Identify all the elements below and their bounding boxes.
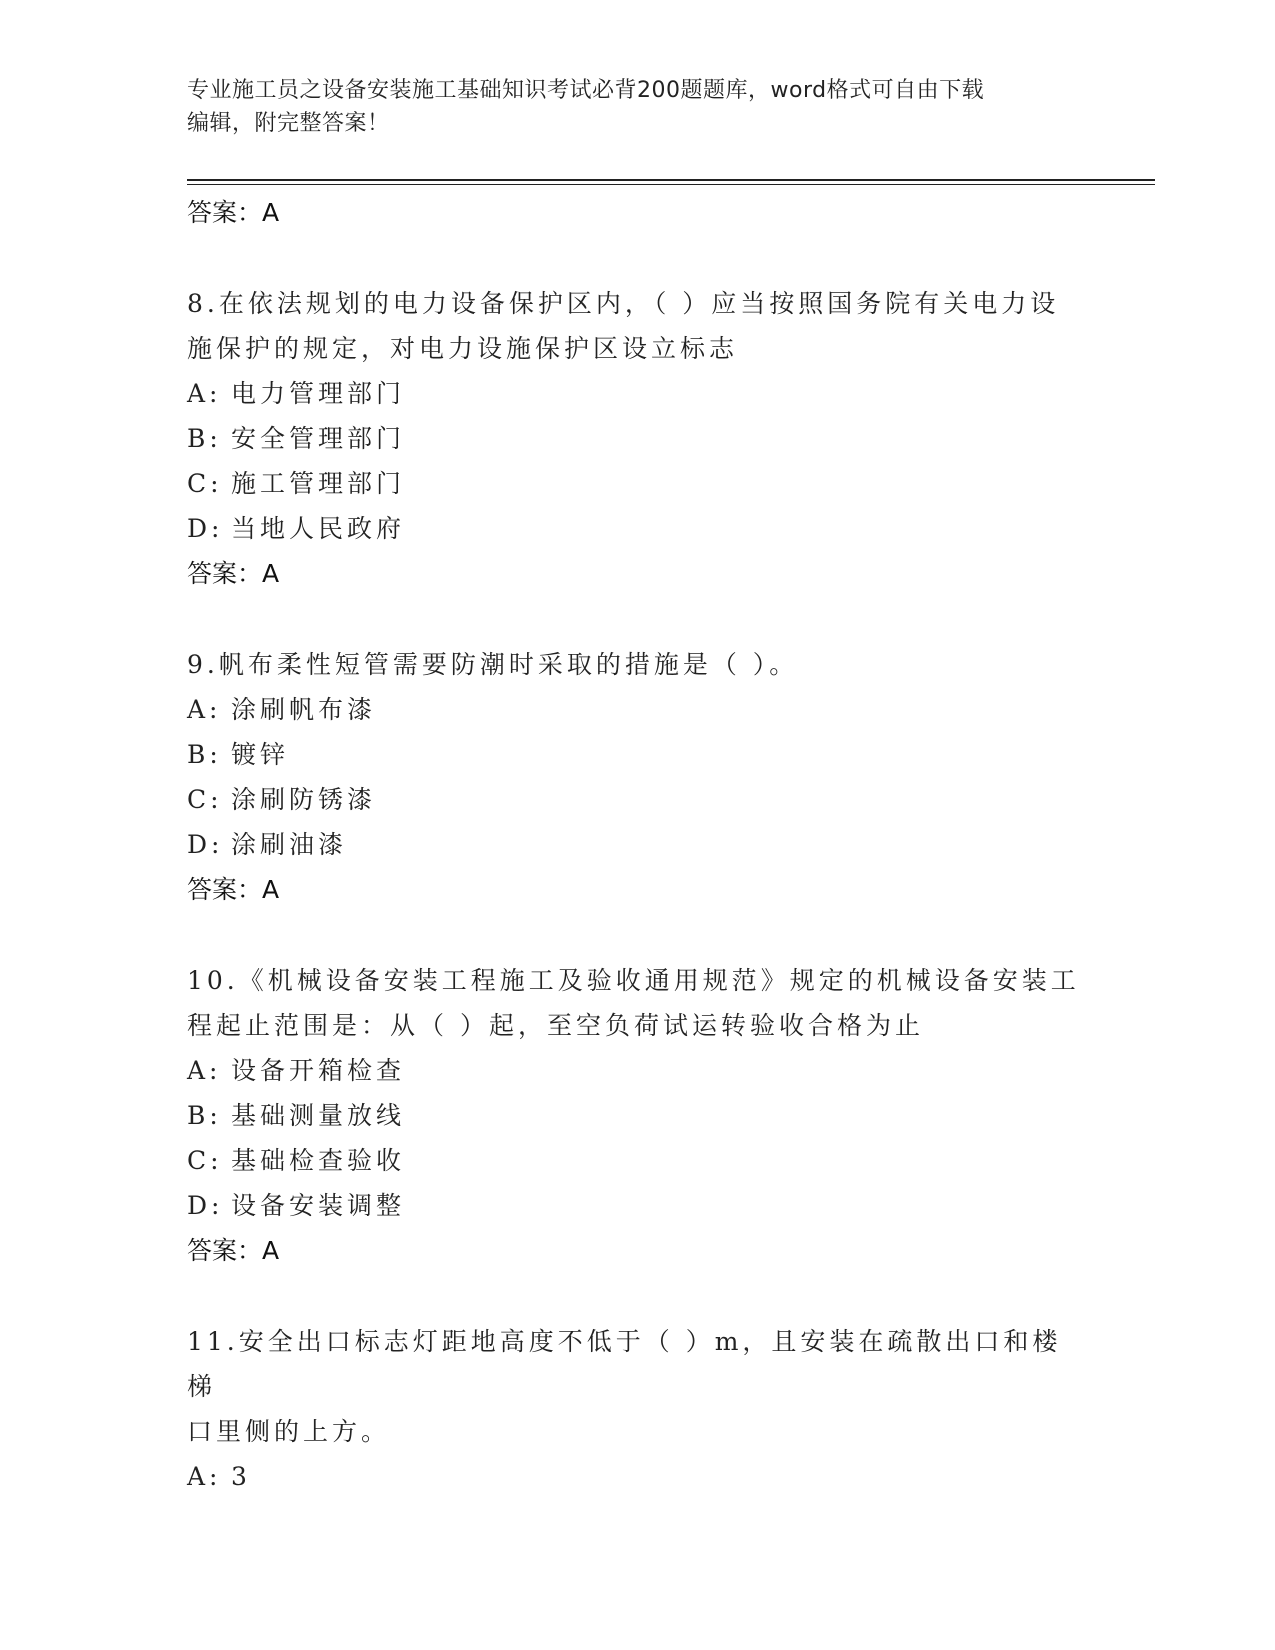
- question-block: [187, 281, 1087, 597]
- option-label: B:: [187, 740, 222, 769]
- option-label: D:: [187, 1191, 224, 1220]
- option-text: 安全管理部门: [231, 424, 406, 453]
- question-block: [187, 642, 1087, 913]
- header-divider-thin: [187, 184, 1155, 185]
- header-divider-thick: [187, 179, 1155, 181]
- option-label: B:: [187, 1101, 222, 1130]
- option-label: B:: [187, 424, 222, 453]
- spacer: [187, 236, 1087, 281]
- option-label: A:: [187, 1056, 222, 1085]
- spacer: [187, 597, 1087, 642]
- option-c: [187, 1138, 1087, 1183]
- header-title-line-1: 专业施工员之设备安装施工基础知识考试必背200题题库，word格式可自由下载: [187, 78, 985, 103]
- option-text: 当地人民政府: [231, 514, 406, 543]
- option-text: 设备安装调整: [231, 1191, 406, 1220]
- option-c: [187, 777, 1087, 822]
- question-stem-line: 程起止范围是：从（ ）起，至空负荷试运转验收合格为止: [187, 1011, 924, 1040]
- option-label: A:: [187, 695, 222, 724]
- option-a: [187, 687, 1087, 732]
- question-stem: [187, 281, 1087, 371]
- option-label: A:: [187, 379, 222, 408]
- option-c: [187, 461, 1087, 506]
- option-text: 电力管理部门: [231, 379, 406, 408]
- spacer: [187, 1274, 1087, 1319]
- spacer: [187, 913, 1087, 958]
- option-b: [187, 732, 1087, 777]
- document-header: [187, 74, 1087, 140]
- question-stem-line: 施保护的规定，对电力设施保护区设立标志: [187, 334, 739, 363]
- question-list: [187, 190, 1087, 1499]
- option-d: [187, 822, 1087, 867]
- option-label: C:: [187, 785, 223, 814]
- option-label: D:: [187, 514, 224, 543]
- option-label: D:: [187, 830, 224, 859]
- option-b: [187, 1093, 1087, 1138]
- option-a: [187, 371, 1087, 416]
- option-text: 基础检查验收: [231, 1146, 406, 1175]
- answer-line: 答案：A: [187, 875, 280, 904]
- question-stem-line: 11.安全出口标志灯距地高度不低于（ ）m，且安装在疏散出口和楼梯: [187, 1327, 1062, 1401]
- option-a: [187, 1454, 1087, 1499]
- question-stem: [187, 958, 1087, 1048]
- option-label: C:: [187, 1146, 223, 1175]
- answer-line: 答案：A: [187, 559, 280, 588]
- question-block: [187, 958, 1087, 1274]
- option-text: 涂刷油漆: [231, 830, 348, 859]
- question-block: [187, 1319, 1087, 1499]
- option-label: C:: [187, 469, 223, 498]
- question-stem: [187, 1319, 1087, 1454]
- question-stem-line: 口里侧的上方。: [187, 1417, 391, 1446]
- option-b: [187, 416, 1087, 461]
- option-text: 基础测量放线: [231, 1101, 406, 1130]
- header-title-line-2: 编辑，附完整答案！: [187, 111, 390, 136]
- option-text: 3: [231, 1462, 251, 1491]
- option-text: 涂刷防锈漆: [231, 785, 377, 814]
- option-label: A:: [187, 1462, 222, 1491]
- option-text: 涂刷帆布漆: [231, 695, 377, 724]
- question-stem-line: 10.《机械设备安装工程施工及验收通用规范》规定的机械设备安装工: [187, 966, 1080, 995]
- question-stem: [187, 642, 1087, 687]
- previous-answer: 答案：A: [187, 198, 280, 227]
- option-d: [187, 506, 1087, 551]
- question-stem-line: 8.在依法规划的电力设备保护区内，（ ）应当按照国务院有关电力设: [187, 289, 1060, 318]
- option-d: [187, 1183, 1087, 1228]
- answer-line: 答案：A: [187, 1236, 280, 1265]
- option-a: [187, 1048, 1087, 1093]
- option-text: 镀锌: [231, 740, 290, 769]
- question-stem-line: 9.帆布柔性短管需要防潮时采取的措施是（ ）。: [187, 650, 799, 679]
- option-text: 设备开箱检查: [231, 1056, 406, 1085]
- option-text: 施工管理部门: [231, 469, 406, 498]
